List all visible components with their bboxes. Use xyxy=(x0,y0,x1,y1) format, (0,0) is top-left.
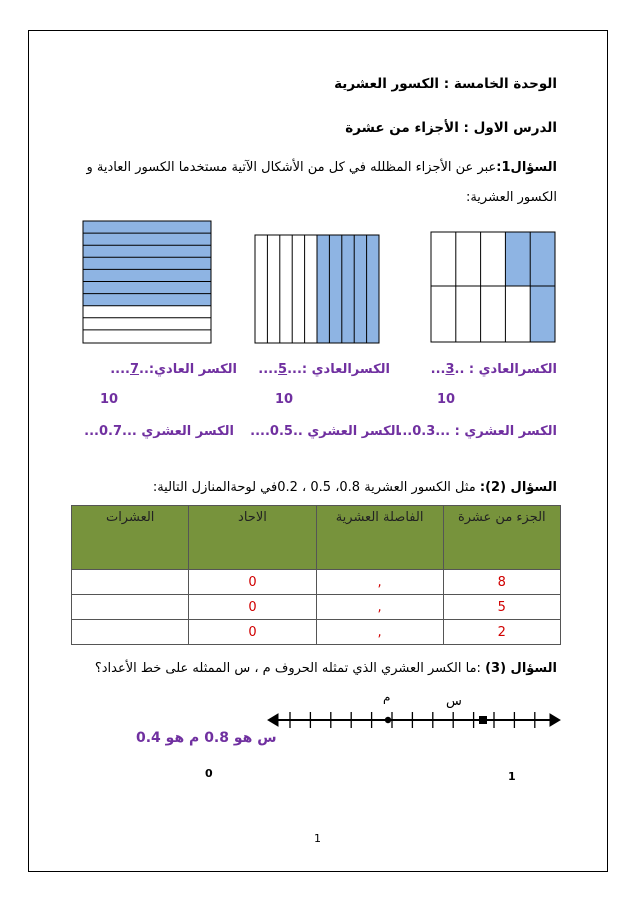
figure-five-tenths xyxy=(254,234,380,344)
label-m: م xyxy=(383,690,391,704)
decimal-point-cell: , xyxy=(316,570,443,595)
question-1-text: عبر عن الأجزاء المظلله في كل من الأشكال الآتية مستخدما الكسور العادية و xyxy=(86,160,497,175)
header-decimal-point: الفاصلة العشرية xyxy=(316,506,443,570)
table-header-row xyxy=(72,506,561,570)
decimal-answer-1: الكسر العشري : ...0.3... xyxy=(397,424,557,439)
table-row xyxy=(72,620,561,645)
common-fraction-answer-2: الكسرالعادي :...5.... xyxy=(258,362,390,377)
tick-label-zero: 0 xyxy=(205,767,213,780)
figure-seven-tenths xyxy=(82,220,212,344)
question-3-label: السؤال (3) xyxy=(485,661,557,676)
tenths-cell: 5 xyxy=(443,595,560,620)
tenths-cell: 2 xyxy=(443,620,560,645)
tens-cell xyxy=(72,620,189,645)
question-1-label: السؤال1: xyxy=(496,160,557,175)
figure-three-tenths xyxy=(430,231,556,343)
tens-cell xyxy=(72,570,189,595)
page-number: 1 xyxy=(314,832,321,845)
question-3 xyxy=(95,661,557,676)
decimal-point-cell: , xyxy=(316,620,443,645)
table-row xyxy=(72,570,561,595)
table-row xyxy=(72,595,561,620)
numerator-3: 7 xyxy=(129,362,140,377)
tens-cell xyxy=(72,595,189,620)
ones-cell: 0 xyxy=(189,620,316,645)
common-fraction-answer-3: الكسر العادي:..7.... xyxy=(110,362,237,377)
tick-label-one: 1 xyxy=(508,770,516,783)
question-2 xyxy=(153,480,557,495)
numerator-2: 5 xyxy=(278,362,288,377)
common-fraction-answer-1: الكسرالعادي : ..3... xyxy=(430,362,557,377)
question-2-label: السؤال (2): xyxy=(479,480,557,495)
numerator-1: 3 xyxy=(445,362,455,377)
number-line xyxy=(266,704,562,740)
decimal-point-cell: , xyxy=(316,595,443,620)
ones-cell: 0 xyxy=(189,595,316,620)
label-s: س xyxy=(446,694,462,709)
point-m xyxy=(385,717,391,723)
question-1-text-line2: الكسور العشرية: xyxy=(465,190,557,205)
header-tens: العشرات xyxy=(72,506,189,570)
unit-title: الوحدة الخامسة : الكسور العشرية xyxy=(334,76,557,92)
question-3-answer: س هو 0.8 م هو 0.4 xyxy=(136,730,277,746)
decimal-answer-3: الكسر العشري ...0.7... xyxy=(84,424,234,439)
denominator-2: 10 xyxy=(275,392,294,407)
lesson-title: الدرس الاول : الأجزاء من عشرة xyxy=(345,120,557,136)
question-3-text: :ما الكسر العشري الذي تمثله الحروف م ، س الممثله على خط الأعداد؟ xyxy=(94,661,486,676)
point-s xyxy=(479,716,487,724)
question-2-text: مثل الكسور العشرية 0.8، 0.5 ، 0.2في لوحةالمنازل التالية: xyxy=(152,480,480,495)
header-tenths: الجزء من عشرة xyxy=(443,506,560,570)
tenths-cell: 8 xyxy=(443,570,560,595)
denominator-1: 10 xyxy=(437,392,456,407)
place-value-table xyxy=(71,505,561,645)
page-border xyxy=(28,30,608,872)
ones-cell: 0 xyxy=(189,570,316,595)
header-ones: الاحاد xyxy=(189,506,316,570)
question-1 xyxy=(87,160,558,175)
decimal-answer-2: الكسر العشري ..0.5.... xyxy=(250,424,400,439)
denominator-3: 10 xyxy=(100,392,119,407)
